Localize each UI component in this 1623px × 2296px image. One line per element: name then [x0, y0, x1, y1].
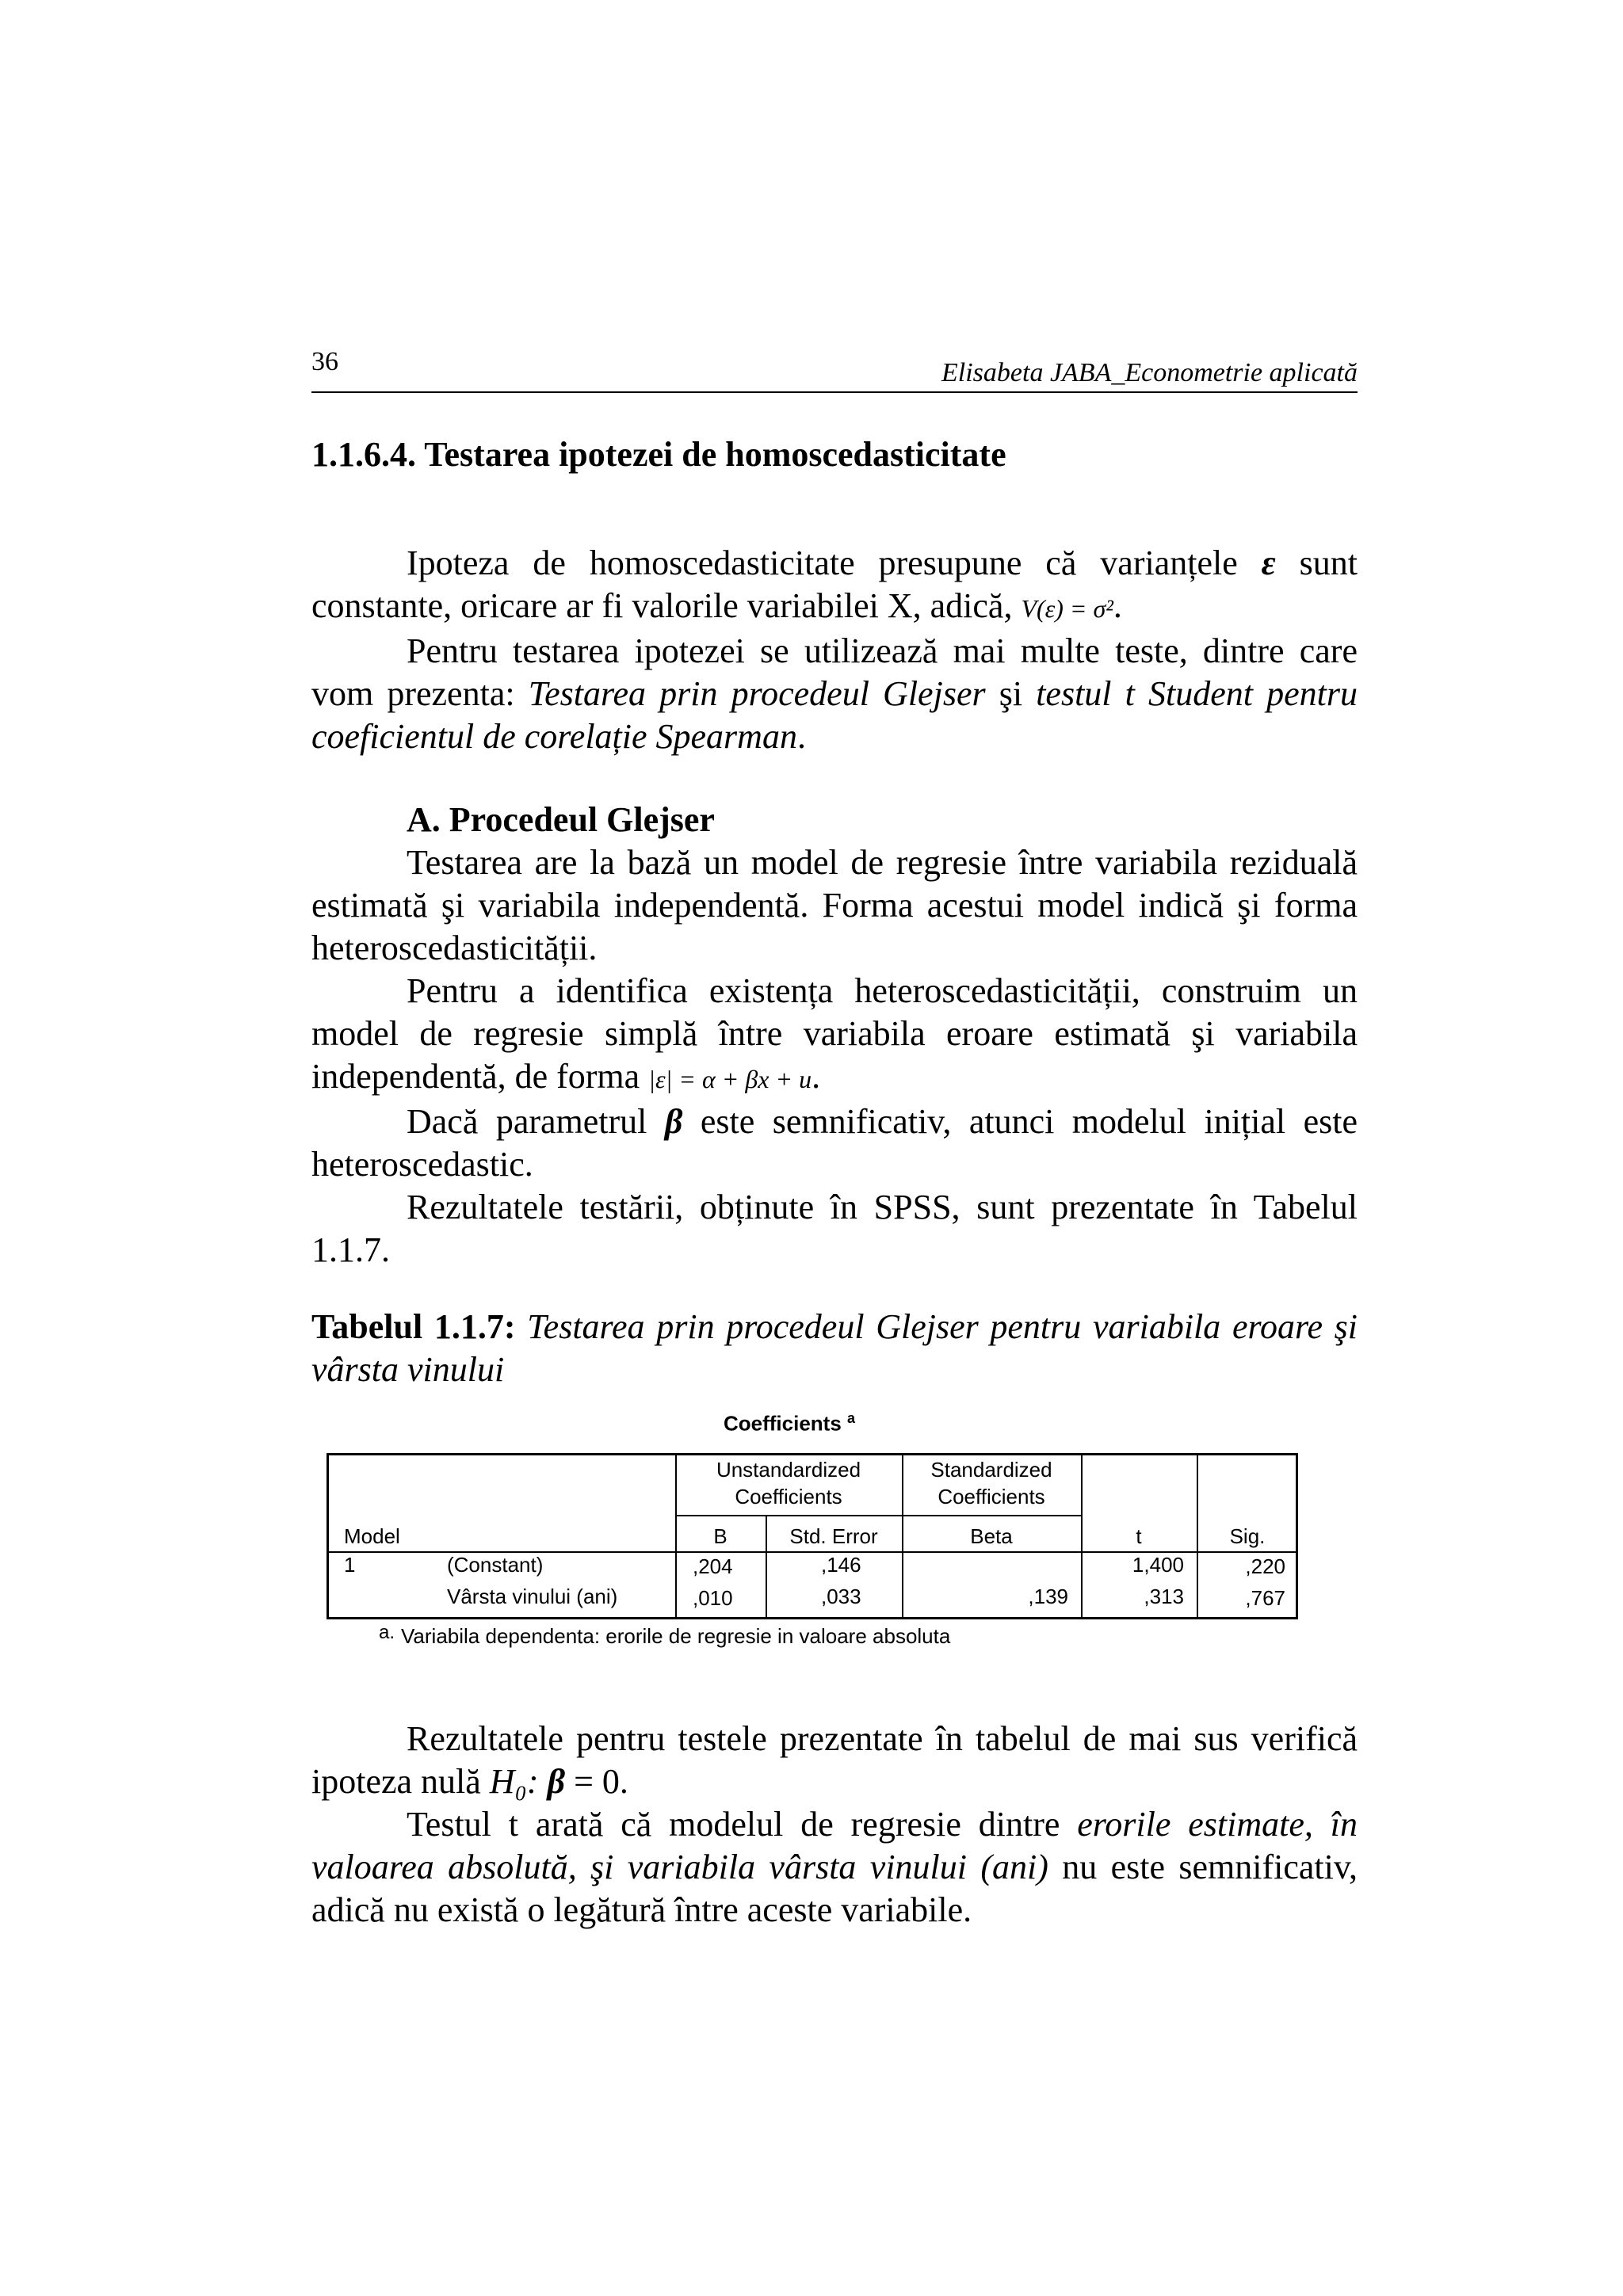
header-unstd-1: Unstandardized [716, 1458, 861, 1482]
intro-paragraph-2 [311, 630, 1358, 758]
beta-symbol: β [664, 1102, 683, 1141]
glejser-p3-text: Dacă parametrul [407, 1102, 665, 1141]
glejser-p2-text: Pentru a identifica existența heteroscedasticității, construim un model de regresie simplă între variabila eroare estimată şi variabila independentă, de forma [311, 971, 1358, 1096]
row-1-model: 1 [344, 1553, 356, 1577]
glejser-paragraph-1: Testarea are la bază un model de regresie între variabila reziduală estimată şi variabila independentă. Forma acestui model indică şi forma heteroscedasticității. [311, 843, 1358, 967]
spss-title-superscript: a [847, 1410, 856, 1426]
glejser-p2-end: . [812, 1057, 821, 1096]
header-std-1: Standardized [930, 1458, 1052, 1482]
intro-p1-end: . [1113, 586, 1122, 625]
beta-symbol: β [538, 1762, 566, 1801]
intro-p2-text: Pentru testarea ipotezei se utilizează mai multe teste, dintre care vom prezenta: [311, 631, 1358, 713]
table-caption-label: Tabelul 1.1.7: [311, 1307, 516, 1346]
row-1-b: ,204 [693, 1554, 733, 1578]
glejser-block [311, 799, 1358, 1272]
header-model: Model [344, 1524, 400, 1548]
conclusion-paragraph-2 [311, 1803, 1358, 1932]
footnote-mark: a. [379, 1622, 395, 1643]
intro-paragraph-1 [311, 542, 1358, 630]
conclusion-block [311, 1718, 1358, 1932]
glejser-method-name: Testarea prin procedeul Glejser [528, 674, 986, 713]
section-title: 1.1.6.4. Testarea ipotezei de homoscedasticitate [311, 435, 1006, 474]
intro-p1-text-2: sunt constante, oricare ar fi valorile variabilei X, adică, [311, 543, 1358, 625]
running-title: Elisabeta JABA_Econometrie aplicată [941, 358, 1358, 387]
spearman-test-name: testul t Student pentru coeficientul de corelație Spearman [311, 674, 1358, 756]
header-unstd-2: Coefficients [735, 1485, 842, 1508]
conclusion-p1-text: Rezultatele pentru testele prezentate în tabelul de mai sus verifică ipoteza nulă [311, 1719, 1358, 1801]
row-1-sig: ,220 [1245, 1554, 1285, 1578]
coefficients-table [327, 1453, 1298, 1619]
glejser-paragraph-2 [311, 970, 1358, 1100]
row-1-se: ,146 [821, 1553, 861, 1577]
spss-table-title [724, 1410, 855, 1436]
glejser-paragraph-3 [311, 1100, 1358, 1186]
intro-p1-text: Ipoteza de homoscedasticitate presupune că varianțele [407, 543, 1262, 582]
conclusion-paragraph-1 [311, 1718, 1358, 1803]
row-2-beta: ,139 [1028, 1585, 1068, 1608]
conclusion-p2-text: Testul t arată că modelul de regresie dintre [407, 1805, 1078, 1844]
glejser-p3-text-2: este semnificativ, atunci modelul inițial este heteroscedastic. [311, 1102, 1358, 1184]
glejser-heading: A. Procedeul Glejser [407, 800, 715, 839]
table-caption-text: Testarea prin procedeul Glejser pentru variabila eroare şi vârsta vinului [311, 1307, 1358, 1389]
row-2-name: Vârsta vinului (ani) [447, 1585, 618, 1608]
page-number: 36 [311, 347, 338, 376]
footnote-text: Variabila dependenta: erorile de regresie in valoare absoluta [401, 1624, 951, 1648]
row-1-t: 1,400 [1132, 1553, 1184, 1577]
header-beta: Beta [970, 1524, 1013, 1548]
table-caption [311, 1306, 1358, 1391]
spss-title-text: Coefficients [724, 1411, 842, 1436]
row-2-b: ,010 [693, 1586, 733, 1610]
header-std-2: Coefficients [938, 1485, 1045, 1508]
glejser-formula: |ε| = α + βx + u [648, 1065, 812, 1093]
conclusion-variables: erorile estimate, în valoarea absolută, şi variabila vârsta vinului (ani) [311, 1805, 1358, 1886]
null-hypothesis-label: H₀: [489, 1762, 539, 1801]
row-2-sig: ,767 [1245, 1586, 1285, 1610]
header-sig: Sig. [1229, 1524, 1266, 1548]
row-2-se: ,033 [821, 1585, 861, 1608]
table-footnote [379, 1624, 950, 1649]
header-std-error: Std. Error [789, 1524, 878, 1548]
header-t: t [1136, 1524, 1142, 1548]
row-2-t: ,313 [1144, 1585, 1184, 1608]
epsilon-symbol: ε [1261, 543, 1276, 582]
header-b: B [713, 1524, 727, 1548]
intro-p2-end: . [796, 717, 806, 756]
variance-formula: V(ε) = σ² [1021, 594, 1113, 623]
glejser-paragraph-4: Rezultatele testării, obținute în SPSS, sunt prezentate în Tabelul 1.1.7. [311, 1188, 1358, 1269]
table-divider [675, 1515, 1081, 1516]
conclusion-p2-text-2: nu este semnificativ, adică nu există o legătură între aceste variabile. [311, 1848, 1358, 1929]
row-1-name: (Constant) [447, 1553, 544, 1577]
intro-block [311, 542, 1358, 758]
running-head [311, 347, 1358, 393]
conclusion-p1-end: = 0. [565, 1762, 628, 1801]
intro-p2-mid: şi [985, 674, 1037, 713]
